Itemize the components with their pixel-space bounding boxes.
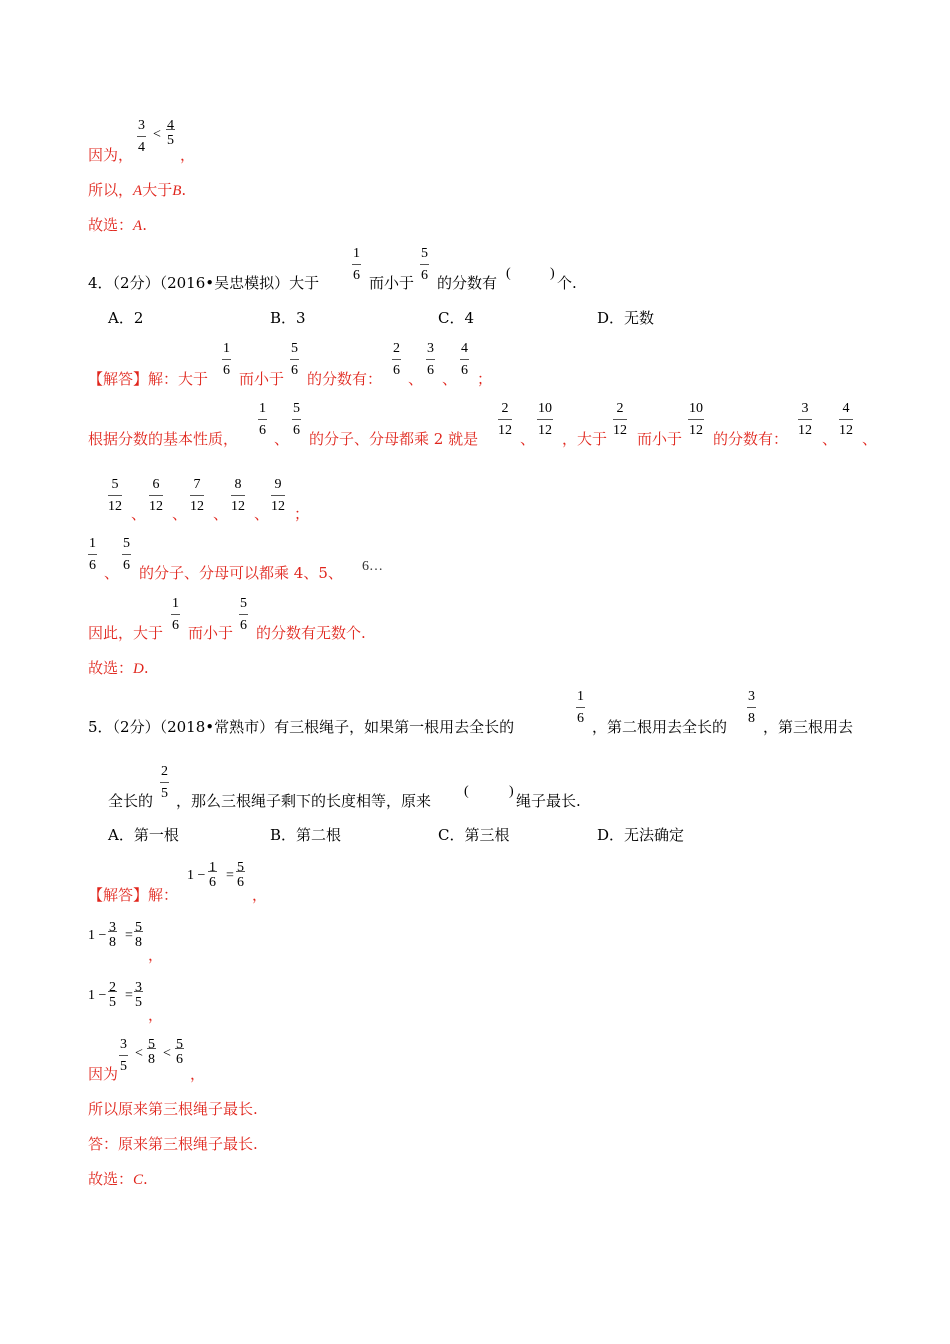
fraction: $\frac{1}{6}$ [577, 689, 584, 726]
q5-because: 因为 [88, 1065, 119, 1083]
fraction: $\frac{2}{5}$ [161, 764, 168, 801]
fraction: $\frac{1}{6}$ [89, 536, 96, 573]
fraction: $\frac{2}{6}$ [393, 341, 400, 378]
fraction: $\frac{4}{6}$ [461, 341, 468, 378]
q5-so: 所以原来第三根绳子最长. [88, 1100, 258, 1118]
fraction: $\frac{4}{5}$ [167, 118, 174, 148]
fraction: $\frac{5}{6}$ [293, 401, 300, 438]
fraction: $\frac{4}{12}$ [839, 401, 853, 438]
fraction: $\frac{5}{6}$ [240, 596, 247, 633]
q4-option-a: A．2 [108, 309, 144, 327]
choice-line: 故选：A. [88, 216, 147, 234]
fraction: $\frac{5}{6}$ [421, 246, 428, 283]
fraction: $\frac{3}{6}$ [427, 341, 434, 378]
fraction: $\frac{5}{12}$ [108, 477, 122, 514]
fraction: $\frac{2}{5}$ [109, 980, 116, 1010]
fraction: $\frac{3}{12}$ [798, 401, 812, 438]
fraction: $\frac{8}{12}$ [231, 477, 245, 514]
fraction: $\frac{3}{4}$ [138, 118, 145, 155]
fraction: $\frac{1}{6}$ [209, 860, 216, 890]
fraction: $\frac{5}{6}$ [237, 860, 244, 890]
fraction: $\frac{3}{5}$ [120, 1037, 127, 1074]
q5-option-d: D．无法确定 [597, 826, 685, 844]
q4-answer-tag: 【解答】解：大于 [88, 370, 209, 388]
q5-stem-line2: 全长的 [108, 792, 154, 810]
because-label: 因为， [88, 146, 134, 164]
q4-choice: 故选：D. [88, 659, 149, 677]
q5-option-c: C．第三根 [438, 826, 510, 844]
fraction: $\frac{5}{6}$ [176, 1037, 183, 1067]
fraction: $\frac{7}{12}$ [190, 477, 204, 514]
q4-answer-line2: 根据分数的基本性质， [88, 430, 239, 448]
fraction: $\frac{9}{12}$ [271, 477, 285, 514]
fraction: $\frac{1}{6}$ [223, 341, 230, 378]
fraction: $\frac{5}{8}$ [135, 920, 142, 950]
fraction: $\frac{1}{6}$ [259, 401, 266, 438]
fraction: $\frac{5}{6}$ [291, 341, 298, 378]
q5-option-a: A．第一根 [108, 826, 179, 844]
q5-reply: 答：原来第三根绳子最长. [88, 1135, 258, 1153]
fraction: $\frac{5}{6}$ [123, 536, 130, 573]
fraction: $\frac{10}{12}$ [689, 401, 703, 438]
fraction: $\frac{3}{8}$ [109, 920, 116, 950]
q4-option-c: C．4 [438, 309, 475, 327]
q4-option-d: D．无数 [597, 309, 655, 327]
q4-stem: 4．（2分）（2016•吴忠模拟）大于 [88, 274, 320, 292]
q5-choice: 故选：C. [88, 1170, 148, 1188]
document-page: 因为， $\frac{3}{4}$ < $\frac{4}{5}$ ， 所以，A大于B. 故选：A. 4．（2分）（2016•吴忠模拟）大于 $\frac{1}{6}$ 而小于 $\frac{5}{6}$ 的分数有 ( ) 个. A．2 B．3 C．4 D．无数 【解答】解：大于 $\frac{1}{6}$ 而小于 $\frac{5}{6}$ 的分数有： $\frac{2}{6}$ 、 $\frac{3}{6}$ 、 $\frac{4}{6}$ ； 根据分数的基本性质， $\frac{1}{6}$ 、 $\frac{5}{6}$ 的分子、分母都乘 2 就是 $\frac{2}{12}$ 、 $\frac{10}{12}$ ，大于 $\frac{2}{12}$ 而小于 $\frac{10}{12}$ 的分数有： $\frac{3}{12}$ 、 $\frac{4}{12}$ 、 $\frac{5}{12}$ 、 $\frac{6}{12}$ 、 $\frac{7}{12}$ 、 $\frac{8}{12}$ 、 $\frac{9}{12}$ ； $\frac{1}{6}$ 、 $\frac{5}{6}$ 的分子、分母可以都乘 4、5、 6… 因此，大于 $\frac{1}{6}$ 而小于 $\frac{5}{6}$ 的分数有无数个. 故选：D. 5．（2分）（2018•常熟市）有三根绳子，如果第一根用去全长的 $\frac{1}{6}$ ，第二根用去全长的 $\frac{3}{8}$ ，第三根用去 全长的 $\frac{2}{5}$ ，那么三根绳子剩下的长度相等，原来 ( ) 绳子最长. A．第一根 B．第二根 C．第三根 D．无法确定 【解答】解： 1 − $\frac{1}{6}$ = $\frac{5}{6}$ ， 1 − $\frac{3}{8}$ = $\frac{5}{8}$ ， 1 − $\frac{2}{5}$ = $\frac{3}{5}$ ， 因为 $\frac{3}{5}$ < $\frac{5}{8}$ < $\frac{5}{6}$ ， 所以原来第三根绳子最长. 答：原来第三根绳子最长. 故选：C. [88, 118, 878, 1188]
fraction: $\frac{10}{12}$ [538, 401, 552, 438]
fraction: $\frac{1}{6}$ [172, 596, 179, 633]
q5-stem: 5．（2分）（2018•常熟市）有三根绳子，如果第一根用去全长的 [88, 718, 515, 736]
q5-option-b: B．第二根 [270, 826, 342, 844]
fraction: $\frac{2}{12}$ [613, 401, 627, 438]
fraction: $\frac{3}{8}$ [748, 689, 755, 726]
q5-answer-tag: 【解答】解： [88, 886, 179, 904]
fraction: $\frac{6}{12}$ [149, 477, 163, 514]
fraction: $\frac{5}{8}$ [148, 1037, 155, 1067]
fraction: $\frac{3}{5}$ [135, 980, 142, 1010]
less-than: < [153, 127, 161, 142]
fraction: $\frac{2}{12}$ [498, 401, 512, 438]
so-line: 所以，A大于B. [88, 181, 187, 199]
q4-option-b: B．3 [270, 309, 306, 327]
fraction: $\frac{1}{6}$ [353, 246, 360, 283]
